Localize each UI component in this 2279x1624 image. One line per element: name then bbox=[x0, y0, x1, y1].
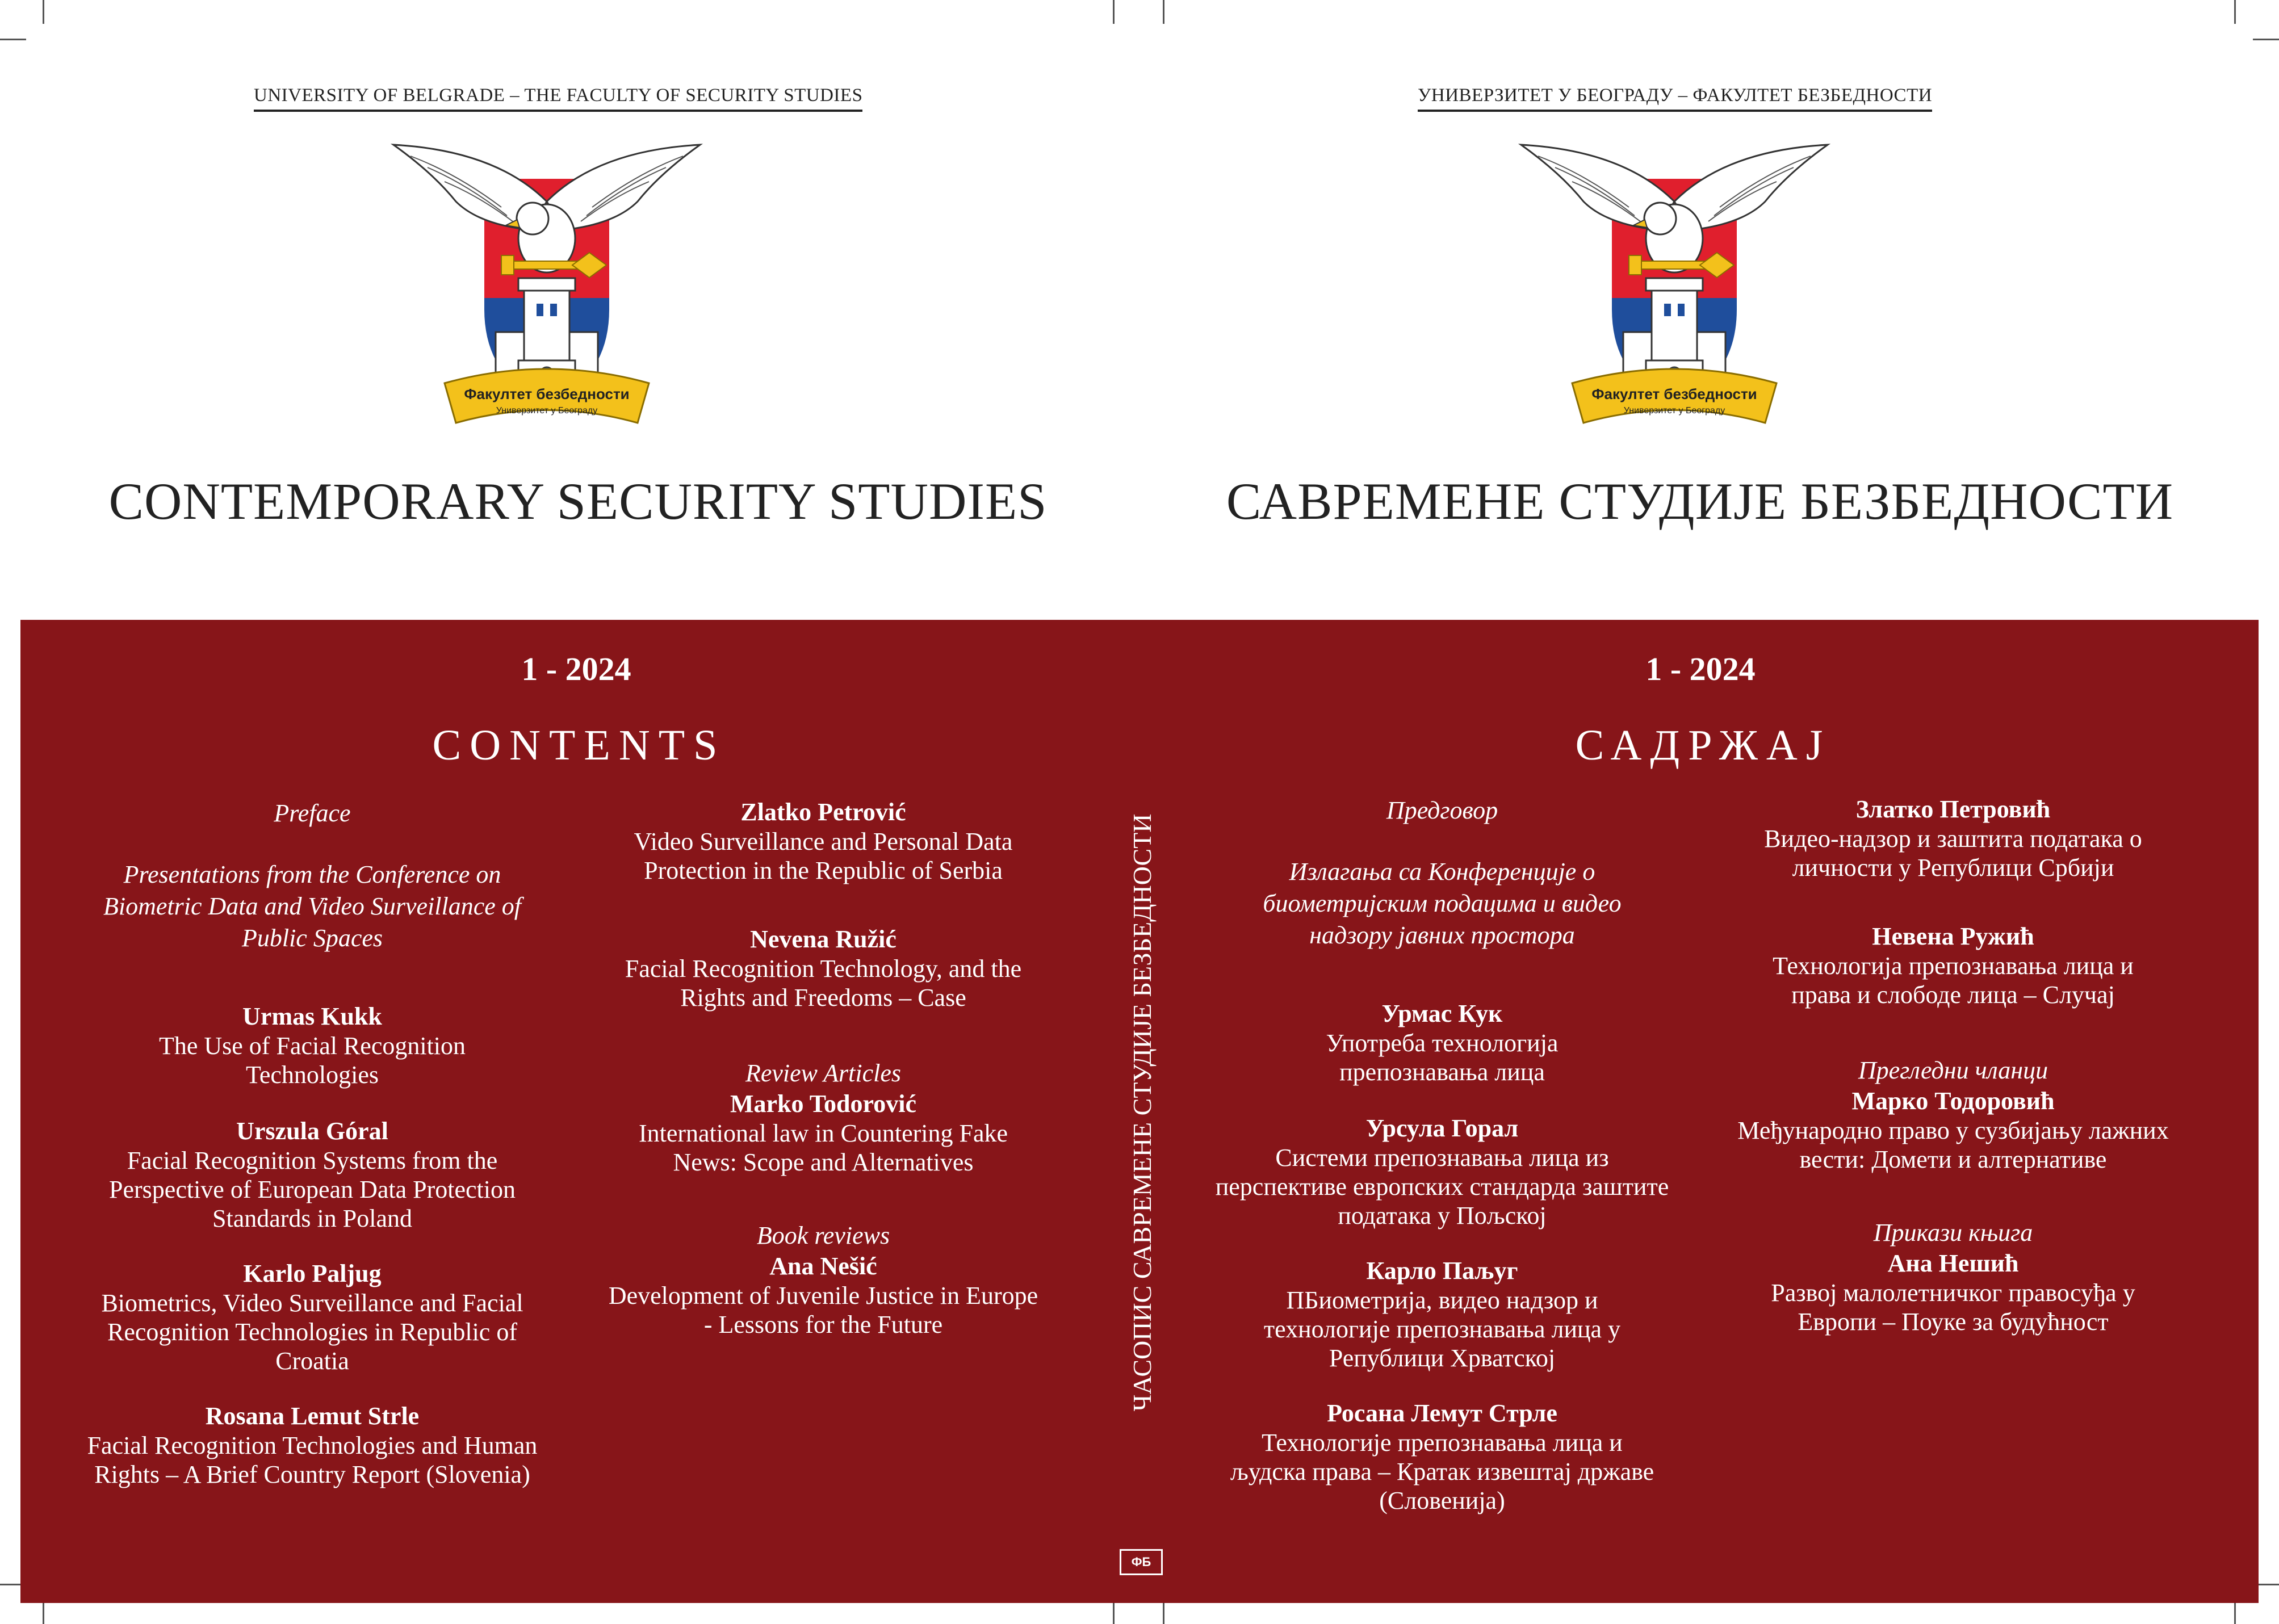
toc-column-sr-2 bbox=[1715, 795, 2192, 1336]
article-title: Технологије препознавања лица и људска права – Кратак извештај државе (Словенија) bbox=[1230, 1429, 1654, 1514]
issue-number-sr: 1 - 2024 bbox=[1645, 651, 1756, 687]
toc-section[interactable] bbox=[1715, 1055, 2192, 1086]
faculty-emblem-right bbox=[1515, 139, 1833, 457]
journal-title-en: CONTEMPORARY SECURITY STUDIES bbox=[108, 472, 1048, 530]
section-heading: Preface bbox=[274, 799, 351, 827]
author-name: Zlatko Petrović bbox=[740, 798, 906, 826]
toc-entry[interactable] bbox=[596, 798, 1050, 885]
toc-section[interactable] bbox=[1715, 1217, 2192, 1249]
article-title: Video Surveillance and Personal Data Protection in the Republic of Serbia bbox=[634, 828, 1013, 884]
section-heading: Прегледни чланци bbox=[1858, 1056, 2048, 1084]
toc-section[interactable] bbox=[85, 859, 539, 954]
emblem-banner-text: Факултет безбедности bbox=[1591, 385, 1757, 402]
toc-section[interactable] bbox=[585, 1058, 1062, 1089]
author-name: Златко Петровић bbox=[1855, 795, 2051, 823]
author-name: Урсула Горал bbox=[1365, 1114, 1519, 1142]
author-name: Karlo Paljug bbox=[243, 1260, 382, 1287]
toc-entry[interactable] bbox=[142, 1002, 483, 1089]
issue-number-en: 1 - 2024 bbox=[521, 651, 631, 687]
article-title: Технологија препознавања лица и права и слободе лица – Случај bbox=[1773, 952, 2134, 1009]
crop-mark bbox=[1163, 1602, 1164, 1624]
crop-mark bbox=[2234, 1602, 2236, 1624]
article-title: Међународно право у сузбијању лажних вести: Домети и алтернативе bbox=[1737, 1117, 2169, 1173]
toc-entry[interactable] bbox=[1715, 1086, 2192, 1174]
spine-title: ЧАСОПИС САВРЕМЕНЕ СТУДИЈЕ БЕЗБЕДНОСТИ bbox=[1128, 813, 1157, 1412]
article-title: Facial Recognition Technology, and the Rights and Freedoms – Case bbox=[625, 955, 1022, 1012]
toc-entry[interactable] bbox=[79, 1117, 545, 1233]
article-title: Употреба технологија препознавања лица bbox=[1326, 1029, 1559, 1086]
section-heading: Излагања са Конференције о биометријским подацима и видео надзору јавних простора bbox=[1263, 858, 1622, 949]
toc-entry[interactable] bbox=[68, 1401, 556, 1489]
article-title: Развој малолетничког правосуђа у Европи – Поуке за будућност bbox=[1771, 1279, 2135, 1336]
section-heading: Предговор bbox=[1386, 796, 1498, 824]
toc-column-sr-1 bbox=[1198, 795, 1686, 1515]
toc-section[interactable] bbox=[68, 798, 556, 829]
section-heading: Book reviews bbox=[756, 1222, 890, 1249]
emblem-icon bbox=[393, 145, 700, 423]
toc-entry[interactable] bbox=[1226, 1256, 1658, 1373]
section-heading: Review Articles bbox=[745, 1059, 902, 1087]
toc-entry[interactable] bbox=[91, 1259, 534, 1375]
toc-entry[interactable] bbox=[1226, 1399, 1658, 1515]
crop-mark bbox=[2234, 0, 2236, 24]
university-header-en: UNIVERSITY OF BELGRADE – THE FACULTY OF SECURITY STUDIES bbox=[254, 85, 862, 112]
emblem-icon bbox=[1521, 145, 1828, 423]
author-name: Urmas Kukk bbox=[242, 1002, 382, 1030]
contents-heading-en: CONTENTS bbox=[432, 721, 726, 769]
crop-mark bbox=[0, 39, 26, 40]
author-name: Невена Ружић bbox=[1872, 922, 2034, 950]
author-name: Marko Todorović bbox=[730, 1090, 916, 1118]
crop-mark bbox=[43, 1602, 44, 1624]
author-name: Марко Тодоровић bbox=[1851, 1087, 2055, 1115]
section-heading: Presentations from the Conference on Biometric Data and Video Surveillance of Public Spaces bbox=[103, 861, 521, 952]
crop-mark bbox=[1163, 0, 1164, 24]
article-title: Facial Recognition Technologies and Human Rights – A Brief Country Report (Slovenia) bbox=[87, 1432, 538, 1488]
toc-entry[interactable] bbox=[1215, 1114, 1669, 1230]
toc-column-en-1 bbox=[68, 798, 556, 1489]
article-title: The Use of Facial Recognition Technologies bbox=[158, 1032, 466, 1089]
author-name: Urszula Góral bbox=[236, 1117, 388, 1145]
article-title: International law in Countering Fake News: Scope and Alternatives bbox=[638, 1119, 1008, 1176]
toc-section[interactable] bbox=[585, 1220, 1062, 1252]
section-heading: Прикази књига bbox=[1873, 1219, 2033, 1247]
author-name: Ana Nešić bbox=[769, 1252, 877, 1280]
journal-title-sr: САВРЕМЕНЕ СТУДИЈЕ БЕЗБЕДНОСТИ bbox=[1226, 472, 2174, 530]
toc-entry[interactable] bbox=[608, 925, 1039, 1012]
toc-column-en-2 bbox=[585, 798, 1062, 1339]
emblem-banner-subtext: Универзитет у Београду bbox=[1623, 406, 1725, 416]
article-title: Development of Juvenile Justice in Europe - Lessons for the Future bbox=[608, 1282, 1038, 1338]
emblem-banner-subtext: Универзитет у Београду bbox=[496, 406, 598, 416]
university-header-sr: УНИВЕРЗИТЕТ У БЕОГРАДУ – ФАКУЛТЕТ БЕЗБЕДНОСТИ bbox=[1418, 85, 1932, 112]
crop-mark bbox=[2253, 39, 2279, 40]
article-title: Facial Recognition Systems from the Perspective of European Data Protection Standards in Poland bbox=[109, 1147, 516, 1232]
crop-mark bbox=[1113, 1602, 1115, 1624]
author-name: Ана Нешић bbox=[1887, 1249, 2019, 1277]
crop-mark bbox=[43, 0, 44, 24]
article-title: Видео-надзор и заштита података о личности у Републици Србији bbox=[1764, 825, 2142, 882]
toc-section[interactable] bbox=[1226, 856, 1658, 951]
emblem-banner-text: Факултет безбедности bbox=[464, 385, 630, 402]
toc-section[interactable] bbox=[1198, 795, 1686, 826]
toc-entry[interactable] bbox=[608, 1089, 1039, 1177]
publisher-logo: ФБ bbox=[1120, 1549, 1163, 1575]
author-name: Росана Лемут Стрле bbox=[1327, 1399, 1557, 1427]
author-name: Карло Паљуг bbox=[1366, 1257, 1518, 1285]
article-title: ПБиометрија, видео надзор и технологије препознавања лица у Републици Хрватској bbox=[1263, 1286, 1621, 1372]
toc-entry[interactable] bbox=[608, 1252, 1039, 1339]
author-name: Rosana Lemut Strle bbox=[205, 1402, 420, 1430]
author-name: Урмас Кук bbox=[1381, 1000, 1503, 1027]
author-name: Nevena Ružić bbox=[750, 925, 896, 953]
toc-entry[interactable] bbox=[1737, 1249, 2169, 1336]
toc-entry[interactable] bbox=[1749, 795, 2157, 882]
faculty-emblem-left bbox=[388, 139, 706, 457]
crop-mark bbox=[1113, 0, 1115, 24]
article-title: Системи препознавања лица из перспективе европских стандарда заштите података у Пољској bbox=[1215, 1144, 1669, 1229]
toc-entry[interactable] bbox=[1749, 922, 2157, 1009]
toc-entry[interactable] bbox=[1294, 999, 1590, 1086]
contents-heading-sr: САДРЖАЈ bbox=[1575, 721, 1832, 769]
article-title: Biometrics, Video Surveillance and Facial Recognition Technologies in Republic of Croatia bbox=[101, 1289, 523, 1375]
